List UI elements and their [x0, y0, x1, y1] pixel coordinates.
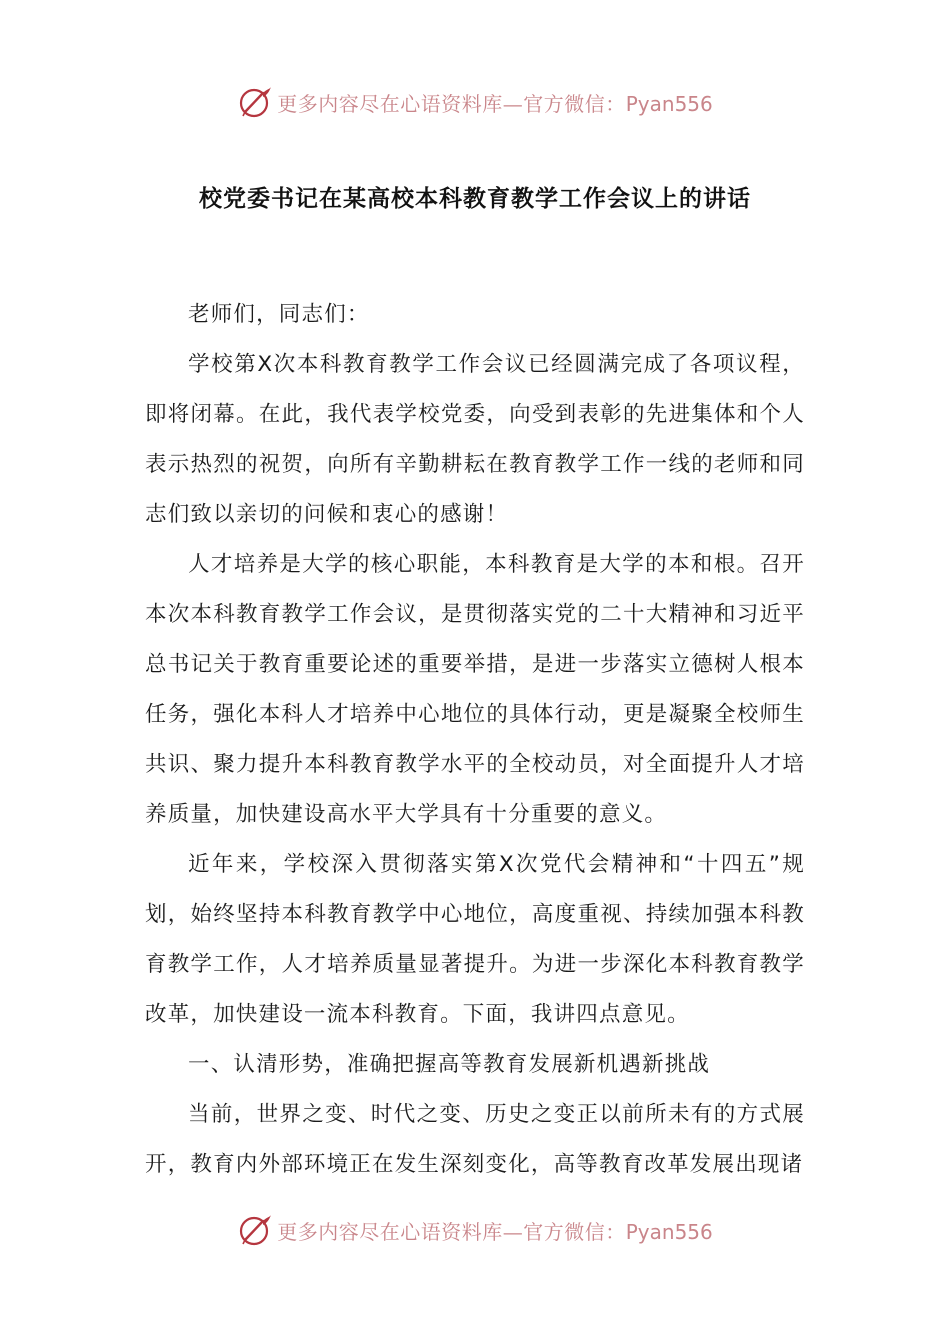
paragraph: 当前，世界之变、时代之变、历史之变正以前所未有的方式展开，教育内外部环境正在发生深刻变化，高等教育改革发展出现诸: [145, 1102, 805, 1177]
header-watermark: [0, 84, 950, 120]
watermark-site-text: 更多内容尽在心语资料库—官方微信：: [277, 1219, 626, 1244]
document-title: 校党委书记在某高校本科教育教学工作会议上的讲话: [199, 186, 751, 212]
footer-watermark: [0, 1212, 950, 1248]
paragraph: 人才培养是大学的核心职能，本科教育是大学的本和根。召开本次本科教育教学工作会议，是贯彻落实党的二十大精神和习近平总书记关于教育重要论述的重要举措，是进一步落实立德树人根本任务，强化本科人才培养中心地位的具体行动，更是凝聚全校师生共识、聚力提升本科教育教学水平的全校动员，对全面提升人才培养质量，加快建设高水平大学具有十分重要的意义。: [145, 552, 805, 827]
watermark-wechat-id: Pyan556: [625, 1219, 713, 1244]
watermark-site-text: 更多内容尽在心语资料库—官方微信：: [277, 91, 626, 116]
paragraph: 近年来，学校深入贯彻落实第X次党代会精神和“十四五”规划，始终坚持本科教育教学中心地位，高度重视、持续加强本科教育教学工作，人才培养质量显著提升。为进一步深化本科教育教学改革，加快建设一流本科教育。下面，我讲四点意见。: [145, 852, 805, 1027]
watermark-wechat-id: Pyan556: [625, 91, 713, 116]
paragraph: 学校第X次本科教育教学工作会议已经圆满完成了各项议程，即将闭幕。在此，我代表学校党委，向受到表彰的先进集体和个人表示热烈的祝贺，向所有辛勤耕耘在教育教学工作一线的老师和同志们致以亲切的问候和衷心的感谢！: [145, 352, 805, 527]
document-body: [145, 290, 805, 1190]
salutation: 老师们，同志们：: [188, 302, 370, 327]
section-heading: 一、认清形势，准确把握高等教育发展新机遇新挑战: [188, 1052, 711, 1077]
quill-pen-icon: [237, 84, 273, 120]
quill-pen-icon: [237, 1212, 273, 1248]
